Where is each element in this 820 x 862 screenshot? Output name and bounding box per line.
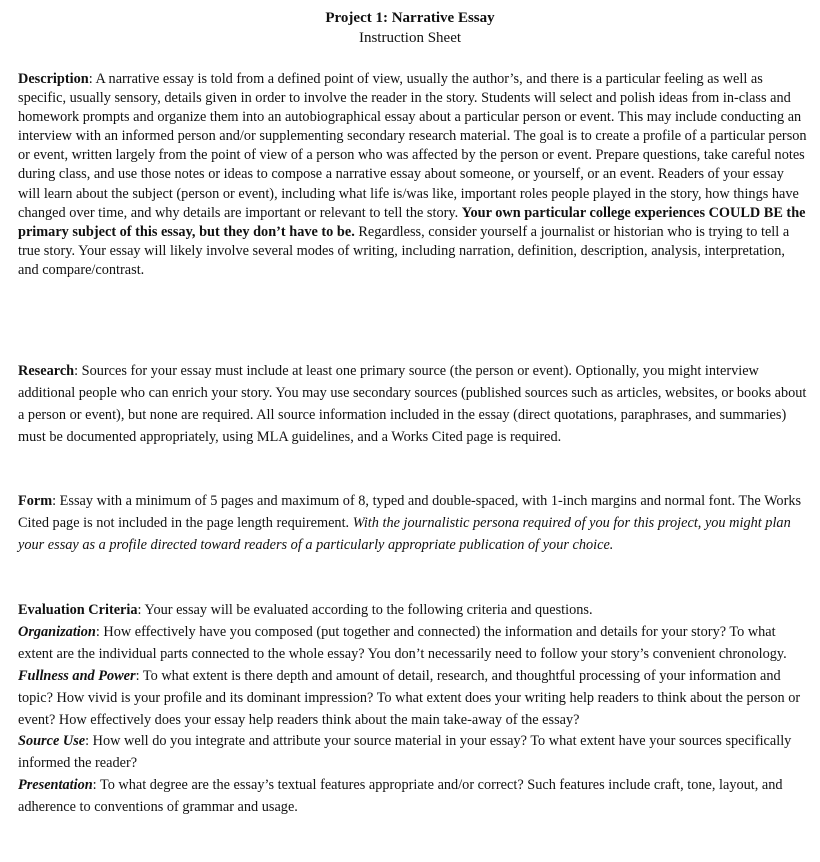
research-label: Research — [18, 363, 75, 379]
form-italic-text: With the journalistic persona required of you for this project, you might plan your essay as a profile directed toward readers of a particularly appropriate publication of your choice. — [18, 515, 791, 553]
criterion-text: : To what degree are the essay’s textual features appropriate and/or correct? Such features include craft, tone, layout, and adherence to conventions of grammar and usage. — [18, 777, 783, 816]
criterion-label: Source Use — [18, 733, 86, 750]
description-label: Description — [18, 71, 89, 87]
criterion-fullness-and-power — [18, 666, 808, 732]
description-bold-text: Your own particular college experiences COULD BE the primary subject of this essay, but they don’t have to be. — [18, 204, 806, 240]
description-text-2: Regardless, consider yourself a journalist or historian who is trying to tell a true story. Your essay will likely involve several modes of writing, including narration, definition, description, analysis, interpretation, and compare/contrast. — [18, 223, 790, 278]
criterion-text: : How well do you integrate and attribute your source material in your essay? To what extent have your sources specifically informed the reader? — [18, 733, 792, 772]
research-text: : Sources for your essay must include at least one primary source (the person or event). Optionally, you might interview additional people who can enrich your story. You may use secondary sources (published sources such as articles, websites, or books about a person or event), but none are required. All source information included in the essay (direct quotations, paraphrases, and summaries) must be documented appropriately, using MLA guidelines, and a Works Cited page is required. — [18, 363, 807, 445]
criterion-label: Presentation — [18, 777, 93, 794]
evaluation-section — [18, 600, 808, 819]
form-text: : Essay with a minimum of 5 pages and maximum of 8, typed and double-spaced, with 1-inch margins and normal font. The Works Cited page is not included in the page length requirement. — [18, 493, 802, 531]
form-label: Form — [18, 493, 53, 509]
criterion-label: Fullness and Power — [18, 667, 136, 684]
evaluation-label: Evaluation Criteria — [18, 602, 138, 618]
form-paragraph — [18, 490, 808, 556]
evaluation-intro — [18, 600, 808, 622]
criterion-label: Organization — [18, 623, 96, 640]
criterion-text: : To what extent is there depth and amount of detail, research, and thoughtful processing of your information and topic? How vivid is your profile and its dominant impression? To what extent does your writing help readers to think about the person or event? How effectively does your essay help readers think about the main take-away of the essay? — [18, 667, 801, 728]
document-subtitle: Instruction Sheet — [358, 30, 462, 46]
description-text: : A narrative essay is told from a defined point of view, usually the author’s, and there is a particular feeling as well as specific, usually sensory, details given in order to involve the reader in the story. Students will select and polish ideas from in-class and homework prompts and organize them into an autobiographical essay about a particular person or event. This may include conducting an interview with an informed person and/or supplementing secondary research material. The goal is to create a profile of a particular person or event, written largely from the point of view of a person who was affected by the person or event. Prepare questions, take careful notes during class, and use those notes or ideas to compose a narrative essay about someone, or yourself, or an event. Readers of your essay will learn about the subject (person or event), including what life is/was like, important roles people played in the story, how things have changed over time, and why details are important or relevant to tell the story. — [18, 71, 807, 221]
research-paragraph — [18, 360, 808, 448]
document-title: Project 1: Narrative Essay — [325, 10, 495, 26]
description-paragraph — [18, 70, 808, 280]
criterion-organization — [18, 622, 808, 666]
evaluation-intro-text: : Your essay will be evaluated according to the following criteria and questions. — [137, 602, 593, 618]
criterion-source-use — [18, 731, 808, 775]
criterion-presentation — [18, 775, 808, 819]
criterion-text: : How effectively have you composed (put together and connected) the information and details for your story? To what extent are the individual parts connected to the whole essay? You don’t necessarily need to follow your story’s convenient chronology. — [18, 623, 787, 662]
